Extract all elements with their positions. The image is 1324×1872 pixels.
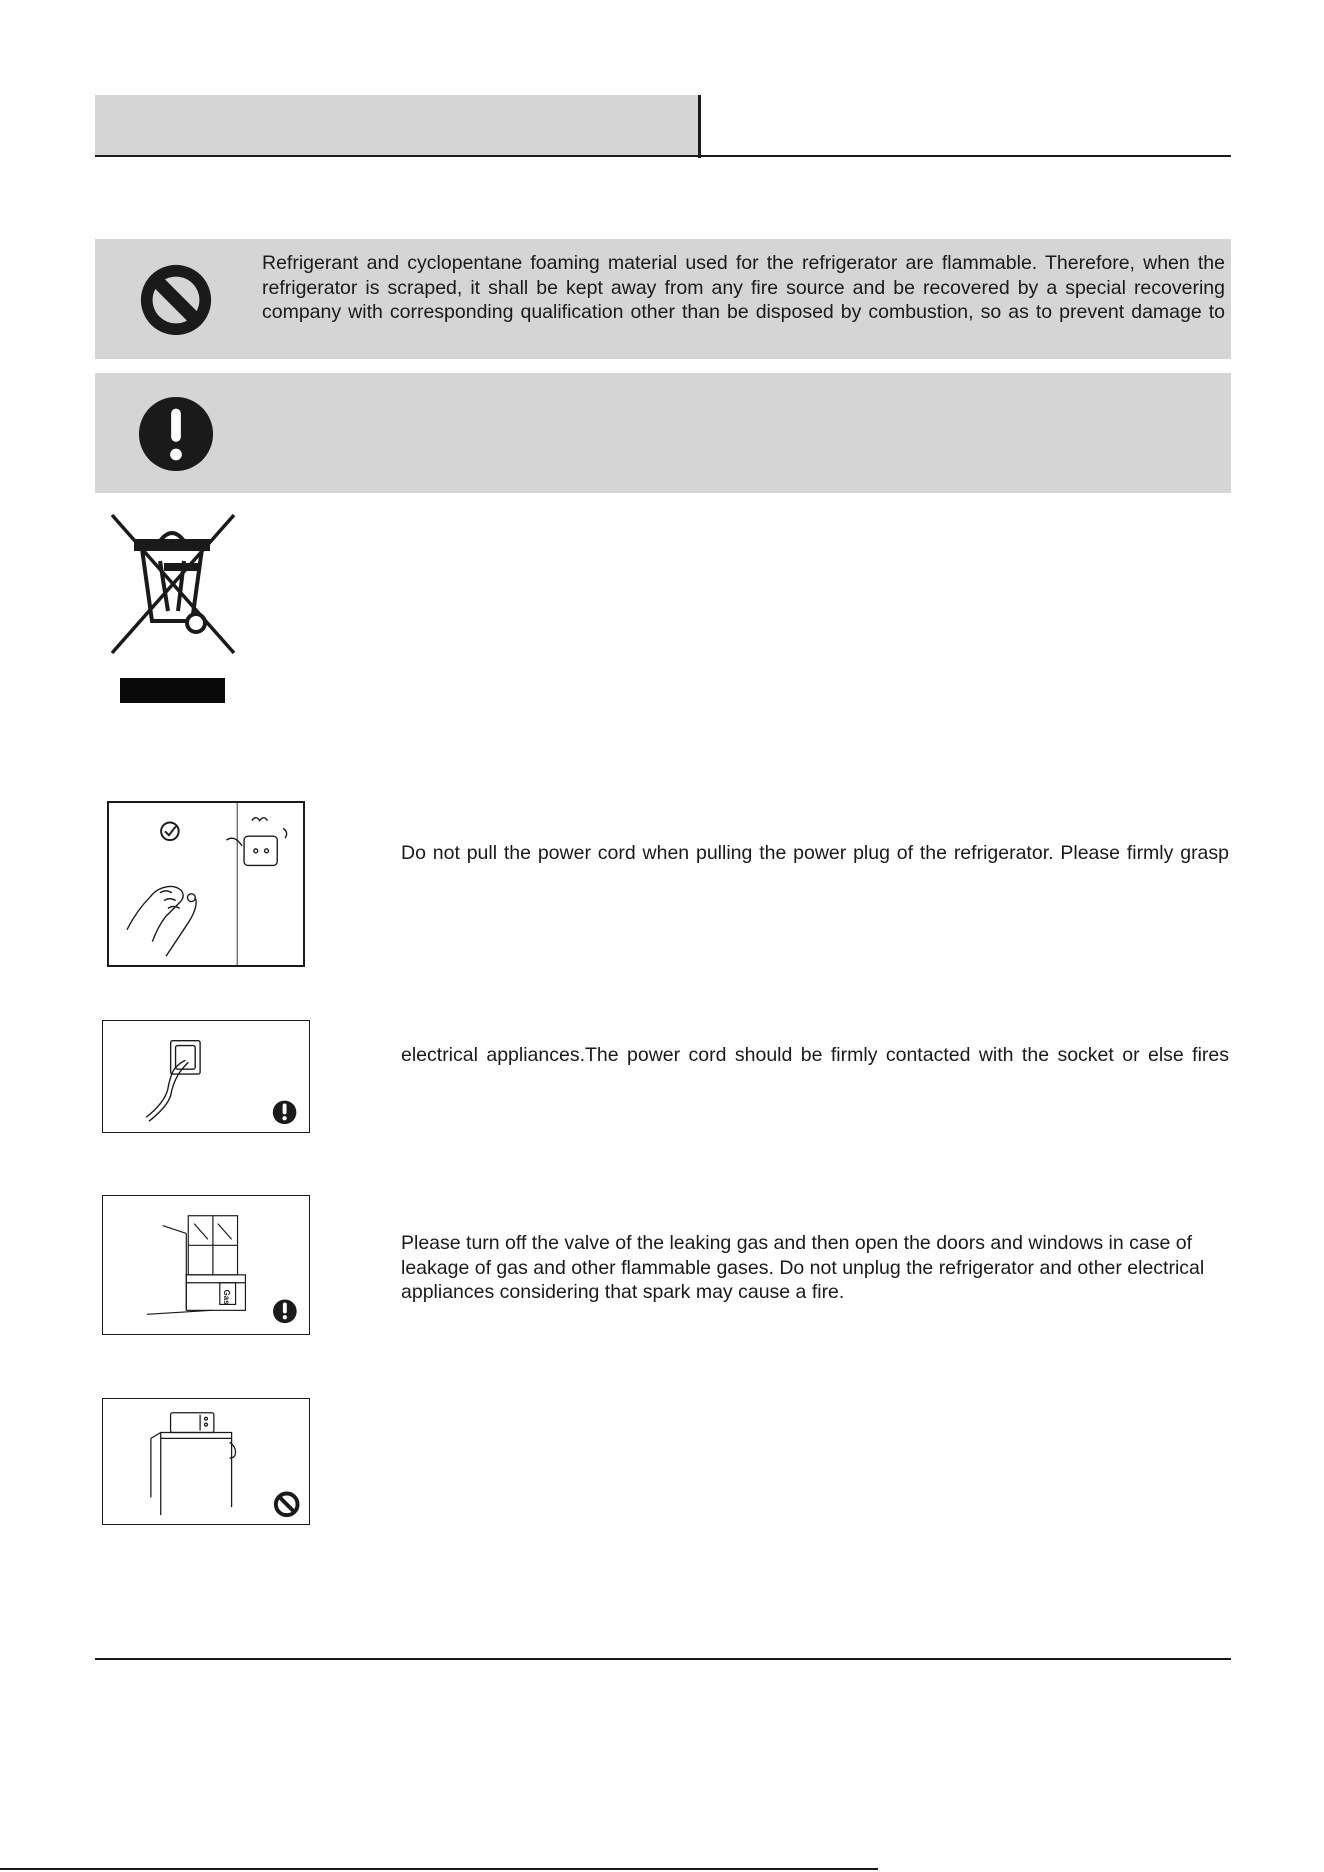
exclamation-icon	[137, 395, 215, 473]
header-title-box	[95, 95, 699, 156]
plug-in-socket-illustration	[102, 1020, 310, 1133]
item-text-socket	[401, 1043, 1229, 1068]
header-divider	[698, 95, 701, 158]
header-rule	[95, 155, 1231, 157]
gas-label: Gas	[221, 1289, 231, 1305]
warning-banner-caution	[95, 373, 1231, 493]
weee-bar	[120, 678, 225, 703]
banner-line: refrigerator is scraped, it shall be kept away from any fire source and be recovered by a special recovering	[262, 276, 1225, 299]
item-text-gas-leak	[401, 1231, 1229, 1305]
banner-line: company with corresponding qualification other than be disposed by combustion, so as to prevent damage to	[262, 301, 1225, 323]
crossed-out-wheelie-bin-icon	[108, 511, 238, 656]
item-line: appliances considering that spark may cause a fire.	[401, 1281, 845, 1303]
gas-leak-kitchen-illustration	[102, 1195, 310, 1335]
unplug-by-grasping-plug-illustration	[107, 801, 305, 967]
footer-rule-bottom	[0, 1868, 878, 1870]
item-line: Please turn off the valve of the leaking gas and then open the doors and windows in case of	[401, 1232, 1193, 1254]
warning-banner-disposal	[95, 239, 1231, 359]
prohibition-icon	[137, 261, 215, 339]
prohibition-icon	[276, 1493, 298, 1515]
item-line: Do not pull the power cord when pulling the power plug of the refrigerator. Please firmly grasp	[401, 842, 1229, 864]
appliance-on-top-of-refrigerator-illustration	[102, 1398, 310, 1525]
banner-line: Refrigerant and cyclopentane foaming material used for the refrigerator are flammable. Therefore, when the	[262, 252, 1225, 274]
footer-rule	[95, 1658, 1231, 1660]
exclamation-icon	[273, 1300, 297, 1324]
check-icon	[161, 823, 179, 841]
banner-text	[262, 251, 1225, 325]
item-text-unplug	[401, 841, 1229, 866]
item-line: leakage of gas and other flammable gases. Do not unplug the refrigerator and other electrical	[401, 1256, 1205, 1279]
exclamation-icon	[273, 1101, 297, 1125]
item-line: electrical appliances.The power cord should be firmly contacted with the socket or else fires	[401, 1044, 1229, 1066]
